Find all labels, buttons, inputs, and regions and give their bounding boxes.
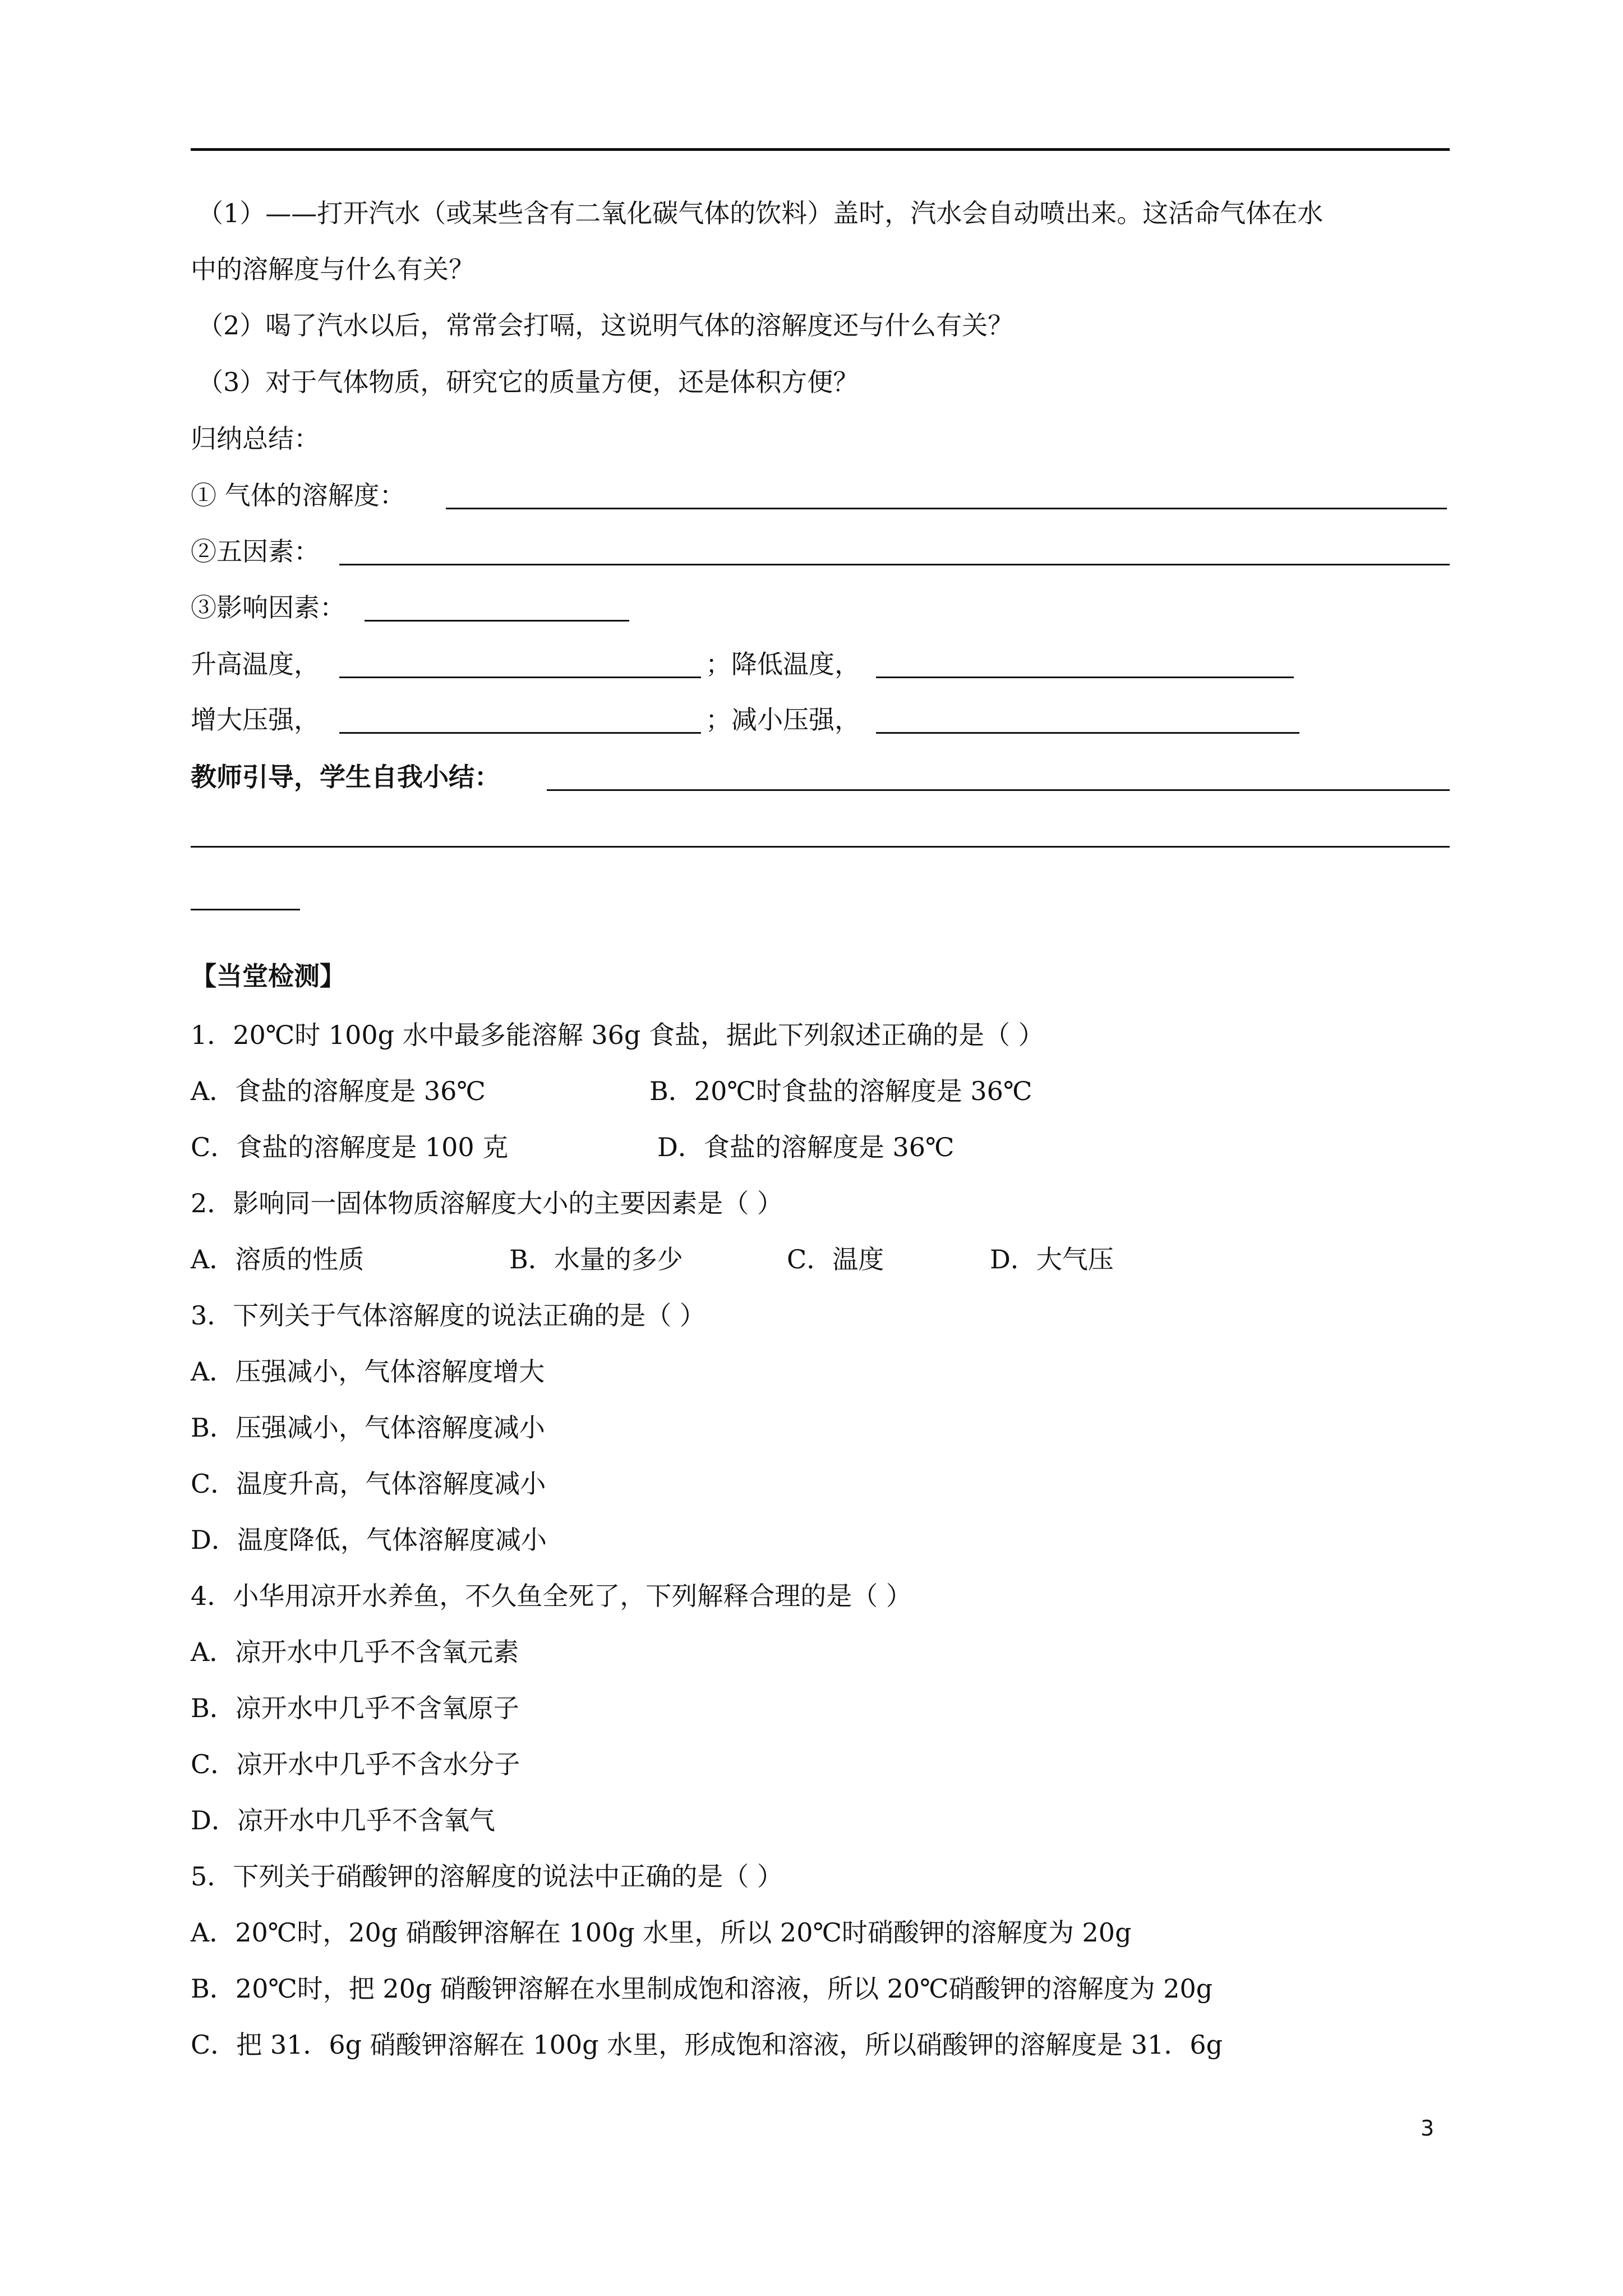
answer-line-teacher-guide-2[interactable] [191, 846, 1450, 848]
summary-heading: 归纳总结： [191, 424, 320, 454]
check-question-4: 4．小华用凉开水养鱼，不久鱼全死了，下列解释合理的是（ ） [191, 1581, 912, 1611]
question-1-line-1: （1）——打开汽水（或某些含有二氧化碳气体的饮料）盖时，汽水会自动喷出来。这活命气体在水 [197, 198, 1324, 228]
check-q1-option-a: A．食盐的溶解度是 36℃ [191, 1076, 486, 1106]
section-heading-in-class-check: 【当堂检测】 [191, 961, 345, 991]
answer-line-gas-solubility[interactable] [446, 508, 1447, 509]
teacher-guide-label: 教师引导，学生自我小结： [191, 762, 500, 792]
answer-line-teacher-guide-3[interactable] [191, 909, 300, 910]
lower-pressure-label: ；减小压强， [706, 705, 860, 735]
question-3: （3）对于气体物质，研究它的质量方便，还是体积方便？ [197, 367, 859, 397]
answer-line-lower-temperature[interactable] [876, 677, 1294, 678]
answer-line-five-factors[interactable] [339, 564, 1450, 565]
check-q5-option-a: A．20℃时，20g 硝酸钾溶解在 100g 水里，所以 20℃时硝酸钾的溶解度为 20g [191, 1917, 1132, 1948]
summary-item-influencing-factors: ③影响因素： [191, 592, 345, 623]
check-question-3: 3．下列关于气体溶解度的说法正确的是（ ） [191, 1300, 706, 1331]
check-q3-option-d: D．温度降低，气体溶解度减小 [191, 1525, 547, 1555]
header-rule [191, 148, 1450, 151]
page-number: 3 [1421, 2116, 1435, 2141]
summary-item-gas-solubility: ① 气体的溶解度： [191, 480, 405, 510]
check-q2-option-c: C．温度 [787, 1244, 884, 1274]
answer-line-raise-pressure[interactable] [339, 732, 701, 734]
check-q5-option-c: C．把 31．6g 硝酸钾溶解在 100g 水里，形成饱和溶液，所以硝酸钾的溶解度是 31．6g [191, 2030, 1223, 2060]
check-q1-option-d: D．食盐的溶解度是 36℃ [657, 1132, 955, 1162]
answer-line-influencing-factors[interactable] [365, 620, 629, 622]
question-1-line-2: 中的溶解度与什么有关？ [191, 254, 474, 284]
answer-line-lower-pressure[interactable] [876, 732, 1299, 734]
check-question-2: 2．影响同一固体物质溶解度大小的主要因素是（ ） [191, 1188, 783, 1218]
check-q3-option-a: A．压强减小，气体溶解度增大 [191, 1356, 545, 1387]
summary-item-five-factors: ②五因素： [191, 536, 320, 567]
check-q3-option-c: C．温度升高，气体溶解度减小 [191, 1469, 546, 1499]
check-q2-option-b: B．水量的多少 [509, 1244, 683, 1274]
raise-temperature-label: 升高温度， [191, 649, 320, 679]
lower-temperature-label: ；降低温度， [706, 649, 860, 679]
answer-line-teacher-guide[interactable] [547, 789, 1450, 791]
check-q2-option-d: D．大气压 [990, 1244, 1114, 1274]
answer-line-raise-temperature[interactable] [339, 677, 701, 678]
check-q2-option-a: A．溶质的性质 [191, 1244, 365, 1274]
check-q4-option-b: B．凉开水中几乎不含氧原子 [191, 1693, 519, 1723]
check-q3-option-b: B．压强减小，气体溶解度减小 [191, 1412, 545, 1443]
check-q4-option-d: D．凉开水中几乎不含氧气 [191, 1805, 495, 1835]
check-q4-option-a: A．凉开水中几乎不含氧元素 [191, 1637, 519, 1667]
check-q4-option-c: C．凉开水中几乎不含水分子 [191, 1749, 520, 1779]
check-q1-option-c: C．食盐的溶解度是 100 克 [191, 1132, 509, 1162]
check-q1-option-b: B．20℃时食盐的溶解度是 36℃ [649, 1076, 1032, 1106]
raise-pressure-label: 增大压强， [191, 705, 320, 735]
check-question-1: 1．20℃时 100g 水中最多能溶解 36g 食盐，据此下列叙述正确的是（ ） [191, 1020, 1044, 1050]
check-q5-option-b: B．20℃时，把 20g 硝酸钾溶解在水里制成饱和溶液，所以 20℃硝酸钾的溶解度为 20g [191, 1973, 1213, 2004]
question-2: （2）喝了汽水以后，常常会打嗝，这说明气体的溶解度还与什么有关？ [197, 310, 1014, 341]
check-question-5: 5．下列关于硝酸钾的溶解度的说法中正确的是（ ） [191, 1861, 783, 1892]
